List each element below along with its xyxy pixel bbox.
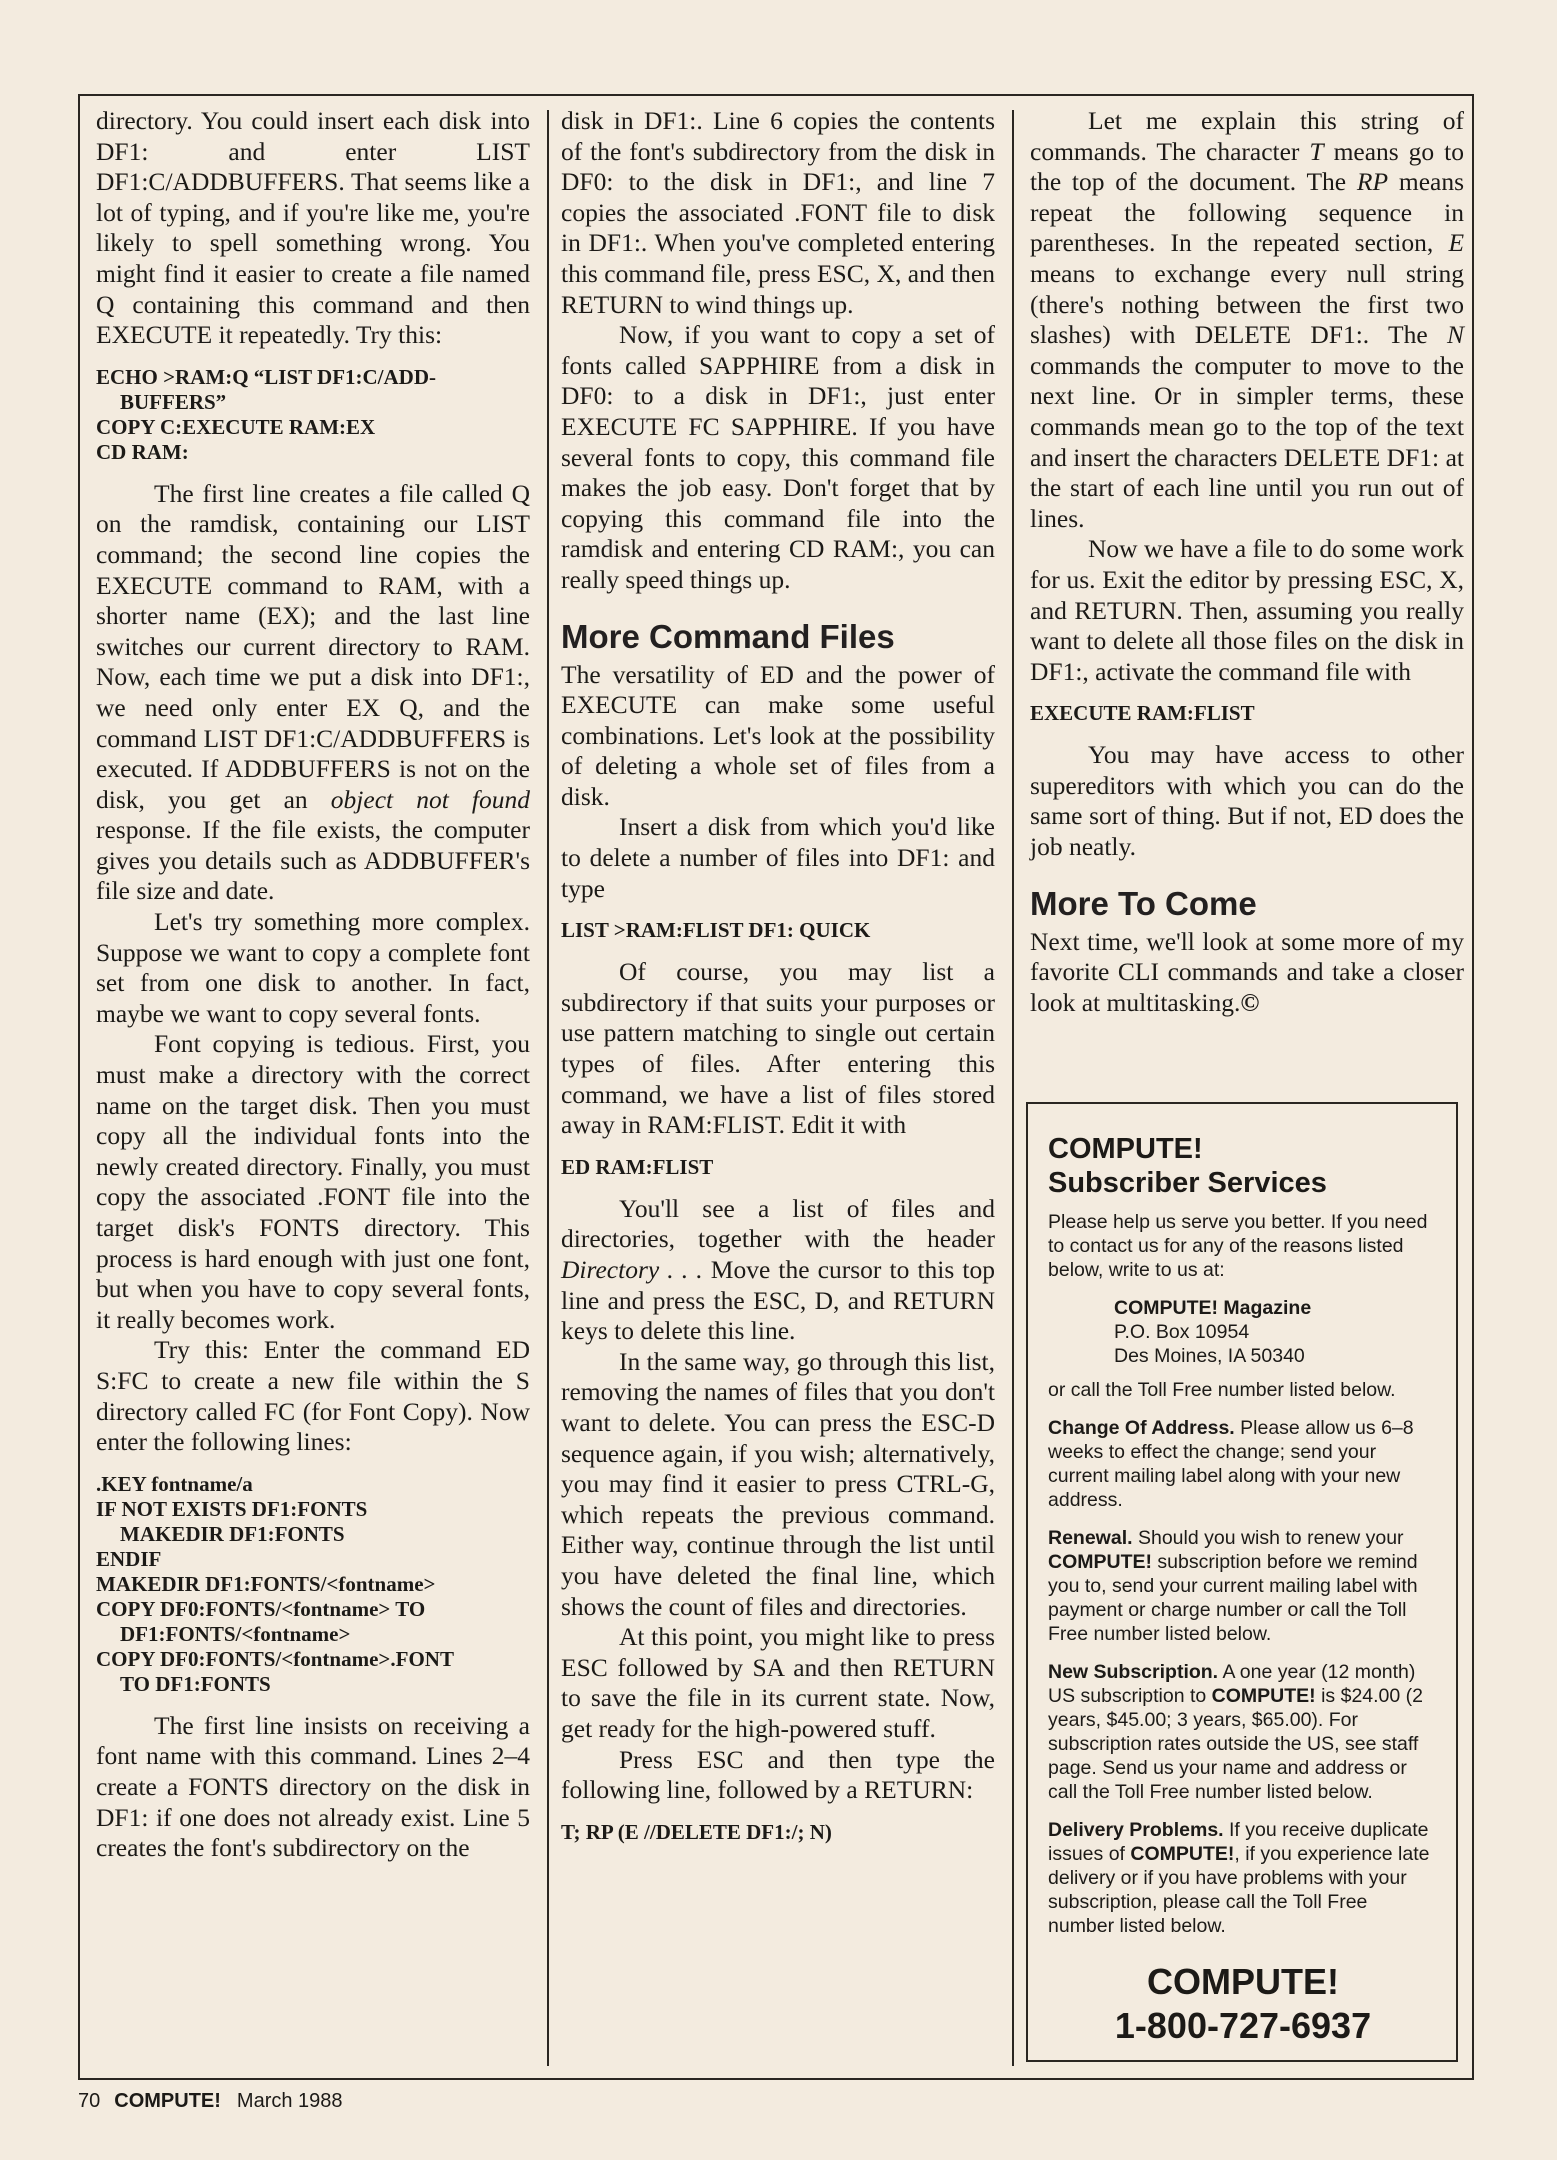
magazine-name: COMPUTE!: [114, 2090, 221, 2112]
box-title-line: Subscriber Services: [1048, 1167, 1327, 1199]
column-divider: [547, 110, 549, 2066]
paragraph: At this point, you might like to press ESC followed by SA and then RETURN to save the file in its current state. Now, get ready for the high-powered stuff.: [561, 1622, 995, 1743]
page-number: 70: [78, 2090, 101, 2112]
italic-text: object not found: [330, 784, 530, 814]
page-footer: [78, 2090, 343, 2113]
item-text: , if you experience late delivery or if you have problems with your subscription, please call the Toll Free number listed below.: [1048, 1843, 1430, 1937]
toll-free-number: 1-800-727-6937: [1114, 2005, 1372, 2046]
new-subscription: [1048, 1660, 1438, 1804]
item-text: Please allow us 6–8 weeks to effect the change; send your current mailing label along with your new address.: [1048, 1417, 1414, 1511]
item-heading: Renewal.: [1048, 1527, 1133, 1549]
paragraph: Let's try something more complex. Suppose we want to copy a complete font set from one disk to another. In fact, maybe we want to copy several fonts.: [96, 907, 530, 1028]
code-line: CD RAM:: [96, 439, 189, 464]
paragraph: Press ESC and then type the following line, followed by a RETURN:: [561, 1744, 995, 1805]
text: The first line creates a file called Q on the ramdisk, containing our LIST command; the second line copies the EXECUTE command to RAM, with a shorter name (EX); and the last line switches our current directory to RAM. Now, each time we put a disk into DF1:, we need only enter EX Q, and the command LIST DF1:C/ADDBUFFERS is executed. If ADDBUFFERS is not on the disk, you get an: [96, 478, 530, 814]
code-block: ED RAM:FLIST: [561, 1154, 714, 1179]
text: means to exchange every null string (there's nothing between the first two slashes) with DELETE DF1:. The: [1030, 258, 1464, 350]
code-line: IF NOT EXISTS DF1:FONTS: [96, 1496, 368, 1521]
paragraph: [561, 1194, 995, 1347]
paragraph: disk in DF1:. Line 6 copies the contents of the font's subdirectory from the disk in DF0: to the disk in DF1:, and line 7 copies the associated .FONT file to disk in DF1:. When you've completed entering this command file, press ESC, X, and then RETURN to wind things up.: [561, 106, 995, 319]
code-block: T; RP (E //DELETE DF1:/; N): [561, 1819, 832, 1844]
item-heading: Change Of Address.: [1048, 1417, 1235, 1439]
box-title-line: COMPUTE!: [1048, 1133, 1203, 1165]
paragraph: directory. You could insert each disk into DF1: and enter LIST DF1:C/ADDBUFFERS. That seems like a lot of typing, and if you're like me, you're likely to spell something wrong. You might find it easier to create a file named Q containing this command and then EXECUTE it repeatedly. Try this:: [96, 106, 530, 350]
item-heading: Delivery Problems.: [1048, 1819, 1224, 1841]
paragraph: Font copying is tedious. First, you must make a directory with the correct name on the target disk. Then you must copy all the individual fonts into the newly created directory. Finally, you must copy the associated .FONT file into the target disk's FONTS directory. This process is hard enough with just one font, but when you have to copy several fonts, it really becomes work.: [96, 1029, 530, 1334]
paragraph: Insert a disk from which you'd like to delete a number of files into DF1: and type: [561, 812, 995, 903]
item-text: A one year (12 month) US subscription to: [1048, 1661, 1416, 1707]
code-line: DF1:FONTS/<fontname>: [120, 1621, 351, 1646]
code-block: LIST >RAM:FLIST DF1: QUICK: [561, 918, 871, 943]
paragraph: You may have access to other supereditors with which you can do the same sort of thing. But if not, ED does the job neatly.: [1030, 740, 1464, 862]
brand-text: COMPUTE!: [1048, 1551, 1152, 1573]
article-column-1: [96, 106, 530, 1864]
toll-free-block: [1048, 1960, 1438, 2048]
code-block: [96, 365, 530, 465]
text: Let me explain this string of commands. The character: [1030, 106, 1464, 166]
paragraph: Try this: Enter the command ED S:FC to create a new file within the S directory called FC (for Font Copy). Now enter the following lines:: [96, 1335, 530, 1457]
address-line: Des Moines, IA 50340: [1114, 1345, 1305, 1367]
paragraph: The versatility of ED and the power of EXECUTE can make some useful combinations. Let's look at the possibility of deleting a whole set of files from a disk.: [561, 659, 995, 811]
address-line: P.O. Box 10954: [1114, 1321, 1250, 1343]
paragraph: [1030, 927, 1464, 1019]
code-line: COPY C:EXECUTE RAM:EX: [96, 414, 376, 439]
paragraph: Now, if you want to copy a set of fonts called SAPPHIRE from a disk in DF0: to a disk in DF1:, just enter EXECUTE FC SAPPHIRE. If you have several fonts to copy, this command file makes the job easy. Don't forget that by copying this command file into the ramdisk and entering CD RAM:, you can really speed things up.: [561, 320, 995, 594]
paragraph: In the same way, go through this list, removing the names of files that you don't want to delete. You can press the ESC-D sequence again, if you wish; alternatively, you may find it easier to press CTRL-G, which repeats the previous command. Either way, continue through the list until you have deleted the final line, which shows the count of files and directories.: [561, 1346, 995, 1621]
end-mark-icon: ©: [1240, 987, 1260, 1017]
paragraph: Of course, you may list a subdirectory if that suits your purposes or use pattern matching to single out certain types of files. After entering this command, we have a list of files stored away in RAM:FLIST. Edit it with: [561, 957, 995, 1140]
text: means repeat the following sequence in parentheses. In the repeated section,: [1030, 167, 1465, 258]
item-text: If you receive duplicate issues of: [1048, 1819, 1429, 1865]
address-name: COMPUTE! Magazine: [1114, 1297, 1312, 1319]
text: Next time, we'll look at some more of my favorite CLI commands and take a closer look at multitasking.: [1030, 926, 1464, 1017]
text: You'll see a list of files and directories, together with the header: [561, 1193, 995, 1254]
brand-text: COMPUTE!: [1211, 1685, 1316, 1707]
italic-text: Directory . . .: [561, 1255, 703, 1284]
code-line: MAKEDIR DF1:FONTS: [120, 1521, 345, 1546]
code-line: MAKEDIR DF1:FONTS/<fontname>: [96, 1571, 436, 1596]
italic-text: T: [1309, 136, 1324, 166]
item-text: subscription before we remind you to, send your current mailing label with payment or charge number or call the Toll Free number listed below.: [1048, 1551, 1418, 1645]
column-divider: [1012, 110, 1014, 2066]
text: Move the cursor to this top line and press the ESC, D, and RETURN keys to delete this line.: [561, 1255, 996, 1346]
issue-date: March 1988: [236, 2090, 343, 2112]
italic-text: E: [1448, 228, 1465, 258]
article-column-2: [561, 106, 995, 1859]
section-heading: More To Come: [1030, 884, 1257, 922]
paragraph: [1030, 106, 1464, 534]
code-line: ENDIF: [96, 1546, 162, 1571]
text: commands the computer to move to the next line. Or in simpler terms, these commands mean go to the top of the text and insert the characters DELETE DF1: at the start of each line until you run out of lines.: [1030, 350, 1464, 533]
box-title: [1048, 1132, 1438, 1200]
brand-name: COMPUTE!: [1147, 1961, 1339, 2002]
item-text: Should you wish to renew your: [1137, 1527, 1404, 1549]
code-line: COPY DF0:FONTS/<fontname>.FONT: [96, 1646, 454, 1671]
paragraph: Now we have a file to do some work for us. Exit the editor by pressing ESC, X, and RETURN. Then, assuming you really want to delete all those files on the disk in DF1:, activate the command file with: [1030, 534, 1464, 686]
renewal: [1048, 1526, 1438, 1646]
code-block: EXECUTE RAM:FLIST: [1030, 701, 1255, 726]
code-line: BUFFERS”: [120, 389, 227, 414]
change-of-address: [1048, 1416, 1438, 1512]
delivery-problems: [1048, 1818, 1438, 1938]
section-heading: More Command Files: [561, 617, 895, 655]
mailing-address: [1048, 1296, 1438, 1368]
paragraph: [96, 479, 530, 907]
text: response. If the file exists, the computer gives you details such as ADDBUFFER's file size and date.: [96, 815, 530, 906]
box-intro: Please help us serve you better. If you need to contact us for any of the reasons listed below, write to us at:: [1048, 1211, 1428, 1281]
italic-text: RP: [1356, 167, 1389, 197]
text: means go to the top of the document. The: [1030, 136, 1465, 197]
paragraph: The first line insists on receiving a font name with this command. Lines 2–4 create a FONTS directory on the disk in DF1: if one does not already exist. Line 5 creates the font's subdirectory on the: [96, 1710, 530, 1863]
italic-text: N: [1446, 320, 1464, 350]
brand-text: COMPUTE!: [1130, 1843, 1235, 1865]
code-line: COPY DF0:FONTS/<fontname> TO: [96, 1596, 426, 1621]
box-note: or call the Toll Free number listed below.: [1048, 1379, 1396, 1401]
code-block: [96, 1472, 530, 1697]
code-line: ECHO >RAM:Q “LIST DF1:C/ADD-: [96, 364, 436, 389]
code-line: TO DF1:FONTS: [120, 1671, 271, 1696]
item-text: is $24.00 (2 years, $45.00; 3 years, $65.00). For subscription rates outside the US, see staff page. Send us your name and address or call the Toll Free number listed below.: [1048, 1685, 1423, 1803]
code-line: .KEY fontname/a: [96, 1471, 253, 1496]
subscriber-services-box: [1026, 1102, 1458, 2062]
item-heading: New Subscription.: [1048, 1661, 1219, 1683]
article-column-3: [1030, 106, 1464, 1018]
